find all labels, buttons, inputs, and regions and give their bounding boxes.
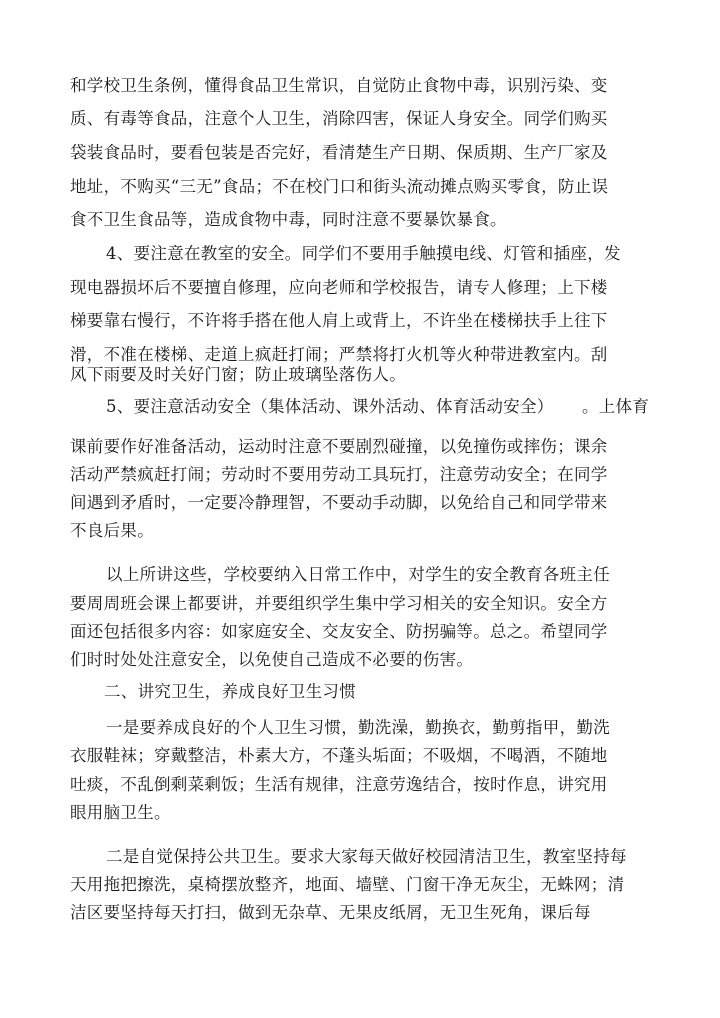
text-line: 吐痰，不乱倒剩菜剩饭；生活有规律，注意劳逸结合，按时作息，讲究用	[70, 775, 608, 794]
text-line: 食不卫生食品等，造成食物中毒，同时注意不要暴饮暴食。	[70, 210, 507, 229]
text-line: 衣服鞋袜；穿戴整洁，朴素大方，不蓬头垢面；不吸烟，不喝酒，不随地	[70, 746, 608, 765]
text-line: 们时时处处注意安全，以免使自己造成不必要的伤害。	[70, 650, 474, 669]
text-line: 袋装食品时，要看包装是否完好，看清楚生产日期、保质期、生产厂家及	[70, 143, 608, 162]
item-4-heading-line: 4、要注意在教室的安全。同学们不要用手触摸电线、灯管和插座，发	[106, 244, 621, 263]
text-line: 天用拖把擦洗，桌椅摆放整齐，地面、墙壁、门窗干净无灰尘，无蛛网；清	[70, 875, 625, 894]
text-line: 现电器损坏后不要擅自修理，应向老师和学校报告，请专人修理；上下楼	[70, 278, 608, 297]
text-line: 滑，不准在楼梯、走道上疯赶打闹；严禁将打火机等火种带进教室内。刮	[70, 345, 608, 364]
public-hygiene-first-line: 二是自觉保持公共卫生。要求大家每天做好校园清洁卫生，教室坚持每	[106, 847, 627, 866]
item-5-heading-line: 5、要注意活动安全（集体活动、课外活动、体育活动安全）	[106, 397, 554, 416]
text-line: 洁区要坚持每天打扫，做到无杂草、无果皮纸屑，无卫生死角，课后每	[70, 903, 591, 922]
personal-hygiene-first-line: 一是要养成良好的个人卫生习惯，勤洗澡，勤换衣，勤剪指甲，勤洗	[106, 718, 610, 737]
text-line: 眼用脑卫生。	[70, 803, 171, 822]
summary-first-line: 以上所讲这些，学校要纳入日常工作中，对学生的安全教育各班主任	[106, 565, 610, 584]
text-line: 梯要靠右慢行，不许将手搭在他人肩上或背上，不许坐在楼梯扶手上往下	[70, 311, 608, 330]
item-5-heading-tail: 。上体育	[582, 397, 650, 416]
text-line: 间遇到矛盾时，一定要冷静理智，不要动手动脚，以免给自己和同学带来	[70, 493, 608, 512]
text-line: 面还包括很多内容：如家庭安全、交友安全、防拐骗等。总之。希望同学	[70, 622, 608, 641]
text-line: 风下雨要及时关好门窗；防止玻璃坠落伤人。	[70, 365, 406, 384]
section-heading: 二、讲究卫生，养成良好卫生习惯	[104, 682, 356, 701]
text-line: 质、有毒等食品，注意个人卫生，消除四害，保证人身安全。同学们购买	[70, 109, 608, 128]
text-line: 和学校卫生条例，懂得食品卫生常识，自觉防止食物中毒，识别污染、变	[70, 76, 608, 95]
text-line: 活动严禁疯赶打闹；劳动时不要用劳动工具玩打，注意劳动安全；在同学	[70, 465, 608, 484]
text-line: 课前要作好准备活动，运动时注意不要剧烈碰撞，以免撞伤或摔伤；课余	[70, 437, 608, 456]
text-line: 地址，不购买“三无”食品；不在校门口和街头流动摊点购买零食，防止误	[70, 177, 609, 196]
text-line: 不良后果。	[70, 521, 154, 540]
text-line: 要周周班会课上都要讲，并要组织学生集中学习相关的安全知识。安全方	[70, 594, 608, 613]
